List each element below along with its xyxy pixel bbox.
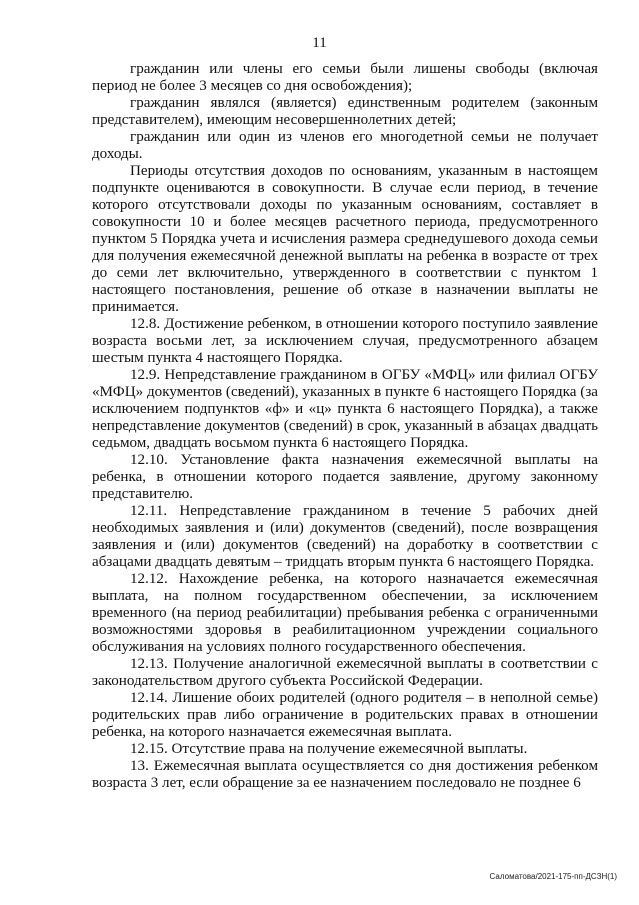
paragraph-12-13: 12.13. Получение аналогичной ежемесячной выплаты в соответствии с законодательством другого субъекта Российской Федерации. (92, 656, 598, 689)
paragraph-12-15: 12.15. Отсутствие права на получение ежемесячной выплаты. (130, 741, 528, 757)
paragraph-12-8: 12.8. Достижение ребенком, в отношении которого поступило заявление возраста восьми лет, за исключением случая, предусмотренного абзацем шестым пункта 4 настоящего Порядка. (92, 316, 598, 366)
document-body (92, 61, 598, 792)
paragraph-13: 13. Ежемесячная выплата осуществляется со дня достижения ребенком возраста 3 лет, если обращение за ее назначением последовало не позднее 6 (92, 758, 598, 791)
paragraph-12-11: 12.11. Непредставление гражданином в течение 5 рабочих дней необходимых заявления и (или) документов (сведений), после возвращения заявления и (или) документов (сведений) на доработку в соответствии с абзацами двадцать девятым – тридцать вторым пункта 6 настоящего Порядка. (92, 503, 598, 570)
paragraph-deprivation-of-liberty: гражданин или члены его семьи были лишены свободы (включая период не более 3 месяцев со дня освобождения); (92, 61, 598, 94)
paragraph-12-14: 12.14. Лишение обоих родителей (одного родителя – в неполной семье) родительских прав либо ограничение в родительских правах в отношении ребенка, на которого назначается ежемесячная выплата. (92, 690, 598, 740)
paragraph-12-12: 12.12. Нахождение ребенка, на которого назначается ежемесячная выплата, на полном государственном обеспечении, за исключением временного (на период реабилитации) пребывания ребенка с ограниченными возможностями здоровья в реабилитационном учреждении социального обслуживания на условиях полного государственного обеспечения. (92, 571, 598, 655)
paragraph-income-absence-periods: Периоды отсутствия доходов по основаниям, указанным в настоящем подпункте оцениваются в совокупности. В случае если период, в течение которого отсутствовали доходы по указанным основаниям, составляет в совокупности 10 и более месяцев расчетного периода, предусмотренного пунктом 5 Порядка учета и исчисления размера среднедушевого дохода семьи для получения ежемесячной денежной выплаты на ребенка в возрасте от трех до семи лет включительно, утвержденного в соответствии с пунктом 1 настоящего постановления, решение об отказе в назначении выплаты не принимается. (92, 163, 598, 315)
page-number: 11 (312, 35, 327, 51)
footer-document-code: Саломатова/2021-175-пп-ДСЗН(1) (489, 872, 617, 881)
paragraph-12-9: 12.9. Непредставление гражданином в ОГБУ «МФЦ» или филиал ОГБУ «МФЦ» документов (сведений), указанных в пункте 6 настоящего Порядка (за исключением подпунктов «ф» и «ц» пункта 6 настоящего Порядка), а также непредставление документов (сведений) в срок, указанный в абзацах двадцать седьмом, двадцать восьмом пункта 6 настоящего Порядка. (92, 367, 598, 451)
paragraph-12-10: 12.10. Установление факта назначения ежемесячной выплаты на ребенка, в отношении которого подается заявление, другому законному представителю. (92, 452, 598, 502)
paragraph-single-parent: гражданин являлся (является) единственным родителем (законным представителем), имеющим несовершеннолетних детей; (92, 95, 598, 128)
paragraph-large-family-no-income: гражданин или один из членов его многодетной семьи не получает доходы. (92, 129, 598, 162)
